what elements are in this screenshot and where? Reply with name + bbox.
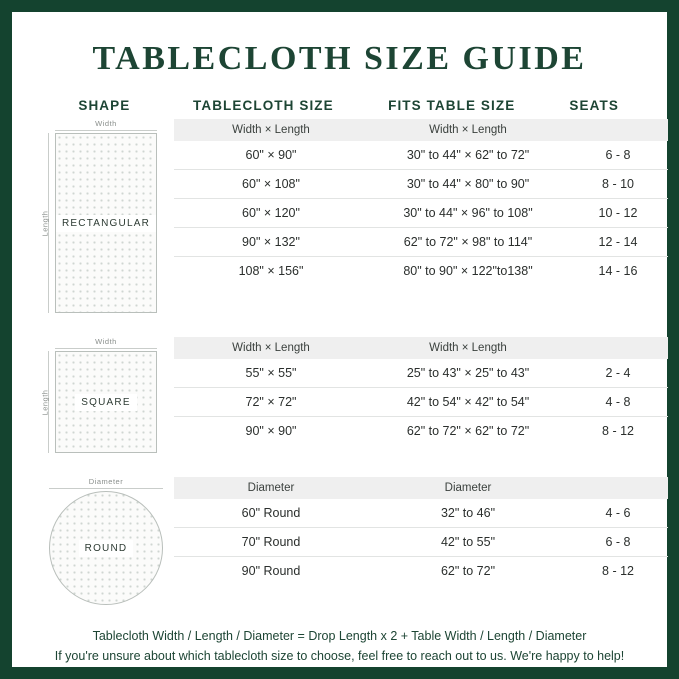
cell-size: 60" × 108" — [174, 170, 368, 199]
cell-size: 60" × 90" — [174, 141, 368, 170]
shape-label-square: SQUARE — [75, 394, 136, 411]
cell-fits: 62" to 72" — [440, 564, 496, 578]
shape-illustration-round — [38, 477, 174, 615]
head-cell-size: Width × Length — [174, 337, 368, 359]
table-head-row — [174, 119, 668, 141]
section-rectangular — [38, 119, 641, 323]
table-row — [174, 170, 668, 199]
circle-shape — [49, 491, 163, 605]
cell-seats: 4 - 6 — [568, 499, 668, 528]
cell-fits: 62" to 72" × 98" to 114" — [368, 228, 568, 257]
table-row — [174, 359, 668, 388]
cell-size: 90" × 132" — [174, 228, 368, 257]
dimension-length-label: Length — [39, 133, 51, 313]
table-row — [174, 528, 668, 557]
table-head-row — [174, 337, 668, 359]
cell-seats: 4 - 8 — [568, 388, 668, 417]
cell-seats: 14 - 16 — [598, 264, 638, 278]
head-cell-fits: Width × Length — [368, 119, 568, 141]
cell-seats: 8 - 10 — [568, 170, 668, 199]
head-cell-fits: Width × Length — [368, 337, 568, 359]
table-round — [174, 477, 668, 585]
table-row — [174, 257, 668, 286]
cell-size: 90" Round — [241, 564, 301, 578]
dimension-width-label: Width — [55, 337, 157, 349]
cell-size: 60" × 120" — [174, 199, 368, 228]
column-headers — [38, 98, 641, 113]
head-cell-seats — [568, 337, 668, 359]
cell-size: 70" Round — [174, 528, 368, 557]
cell-fits: 42" to 55" — [368, 528, 568, 557]
cell-size: 55" × 55" — [174, 359, 368, 388]
rectangle-shape — [55, 133, 157, 313]
column-header-tablecloth-size: TABLECLOTH SIZE — [193, 98, 334, 113]
table-row — [174, 557, 668, 586]
head-cell-seats — [568, 477, 668, 499]
section-round — [38, 477, 641, 615]
shape-label-rectangular: RECTANGULAR — [56, 215, 156, 232]
table-square — [174, 337, 668, 445]
cell-seats: 12 - 14 — [568, 228, 668, 257]
cell-seats: 2 - 4 — [568, 359, 668, 388]
footer-help-text: If you're unsure about which tablecloth size to choose, feel free to reach out to us. We're happy to help! — [54, 649, 625, 663]
dimension-diameter-line — [49, 488, 163, 489]
dimension-length-label: Length — [39, 351, 51, 453]
section-square — [38, 337, 641, 463]
dimension-width-line — [55, 348, 157, 349]
cell-fits: 30" to 44" × 80" to 90" — [368, 170, 568, 199]
cell-size: 72" × 72" — [174, 388, 368, 417]
table-rectangular — [174, 119, 668, 285]
table-row — [174, 228, 668, 257]
table-row — [174, 388, 668, 417]
cell-fits: 32" to 46" — [368, 499, 568, 528]
page-title: TABLECLOTH SIZE GUIDE — [92, 40, 587, 77]
dimension-width-label: Width — [55, 119, 157, 131]
table-row — [174, 141, 668, 170]
shape-illustration-square — [38, 337, 174, 463]
dimension-width-line — [55, 130, 157, 131]
cell-size: 108" × 156" — [238, 264, 304, 278]
cell-seats: 8 - 12 — [602, 564, 634, 578]
cell-seats: 8 - 12 — [602, 424, 634, 438]
head-cell-size: Diameter — [174, 477, 368, 499]
cell-fits: 30" to 44" × 96" to 108" — [368, 199, 568, 228]
cell-seats: 6 - 8 — [568, 141, 668, 170]
column-header-seats: SEATS — [569, 98, 619, 113]
head-cell-fits: Diameter — [368, 477, 568, 499]
head-cell-size: Width × Length — [174, 119, 368, 141]
cell-fits: 42" to 54" × 42" to 54" — [368, 388, 568, 417]
head-cell-seats — [568, 119, 668, 141]
cell-fits: 30" to 44" × 62" to 72" — [368, 141, 568, 170]
cell-fits: 25" to 43" × 25" to 43" — [368, 359, 568, 388]
table-row — [174, 417, 668, 446]
column-header-shape: SHAPE — [78, 98, 131, 113]
poster-canvas — [12, 12, 667, 667]
cell-seats: 6 - 8 — [568, 528, 668, 557]
square-shape — [55, 351, 157, 453]
cell-size: 60" Round — [174, 499, 368, 528]
column-header-fits-table-size: FITS TABLE SIZE — [388, 98, 516, 113]
footer-formula: Tablecloth Width / Length / Diameter = Drop Length x 2 + Table Width / Length / Diameter — [92, 629, 587, 643]
cell-fits: 80" to 90" × 122"to138" — [403, 264, 533, 278]
shape-illustration-rectangular — [38, 119, 174, 323]
cell-fits: 62" to 72" × 62" to 72" — [406, 424, 530, 438]
table-row — [174, 199, 668, 228]
cell-seats: 10 - 12 — [568, 199, 668, 228]
dimension-diameter-label: Diameter — [49, 477, 163, 489]
shape-label-round: ROUND — [79, 540, 134, 557]
table-head-row — [174, 477, 668, 499]
footer-note — [38, 629, 641, 673]
cell-size: 90" × 90" — [245, 424, 297, 438]
table-row — [174, 499, 668, 528]
